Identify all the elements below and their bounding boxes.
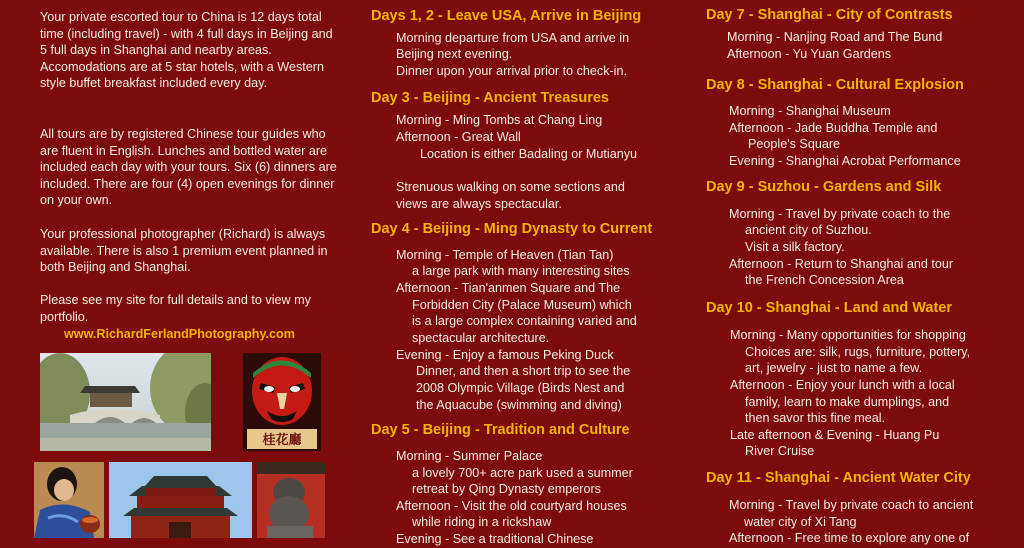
- website-link[interactable]: www.RichardFerlandPhotography.com: [64, 327, 295, 341]
- mask-sign-text: 桂花廳: [262, 433, 302, 448]
- day-4-line: Morning - Temple of Heaven (Tian Tan): [396, 248, 614, 262]
- day-10-line: Late afternoon & Evening - Huang Pu: [730, 428, 940, 442]
- day-10-heading: Day 10 - Shanghai - Land and Water: [706, 300, 953, 316]
- day-1-2-heading: Days 1, 2 - Leave USA, Arrive in Beijing: [371, 8, 642, 24]
- day-5-line: while riding in a rickshaw: [412, 515, 552, 529]
- day-1-2-line: Dinner upon your arrival prior to check-in.: [396, 64, 627, 78]
- day-9-heading: Day 9 - Suzhou - Gardens and Silk: [706, 179, 942, 195]
- day-11-line: Morning - Travel by private coach to ancient: [729, 498, 974, 512]
- day-4-line: the Aquacube (swimming and diving): [416, 398, 622, 412]
- intro-paragraph-1: Your private escorted tour to China is 12 days total time (including travel) - with 4 full days in Beijing and 5 full days in Shanghai and nearby areas. Accomodations are at 5 star hotels, with a Western style buffet breakfast included every day.: [40, 10, 333, 91]
- day-4-heading: Day 4 - Beijing - Ming Dynasty to Current: [371, 221, 653, 237]
- day-10-line: Morning - Many opportunities for shopping: [730, 328, 966, 342]
- day-8-line: People's Square: [748, 137, 841, 151]
- itinerary-column-2: [371, 0, 691, 546]
- day-3-line: Morning - Ming Tombs at Chang Ling: [396, 113, 603, 127]
- day-3-line: Location is either Badaling or Mutianyu: [420, 147, 638, 161]
- day-1-2-line: Beijing next evening.: [396, 47, 513, 61]
- day-8-line: Afternoon - Jade Buddha Temple and: [729, 121, 938, 135]
- day-8-line: Evening - Shanghai Acrobat Performance: [729, 154, 961, 168]
- day-3-line: Strenuous walking on some sections and: [396, 180, 625, 194]
- day-7-line: Morning - Nanjing Road and The Bund: [727, 30, 943, 44]
- photo-woman-painter: [34, 462, 104, 538]
- day-9-line: the French Concession Area: [745, 273, 904, 287]
- day-9-line: ancient city of Suzhou.: [745, 223, 872, 237]
- day-4-line: Dinner, and then a short trip to see the: [416, 364, 631, 378]
- day-1-2-line: Morning departure from USA and arrive in: [396, 31, 630, 45]
- day-5-line: a lovely 700+ acre park used a summer: [412, 466, 633, 480]
- day-10-line: Afternoon - Enjoy your lunch with a local: [730, 378, 955, 392]
- day-10-line: Choices are: silk, rugs, furniture, pottery,: [745, 345, 971, 359]
- day-4-line: Evening - Enjoy a famous Peking Duck: [396, 348, 614, 362]
- day-4-line: spectacular architecture.: [412, 331, 550, 345]
- photo-drum-tower: [109, 462, 252, 538]
- day-3-line: Afternoon - Great Wall: [396, 130, 521, 144]
- day-11-line: Afternoon - Free time to explore any one of: [729, 531, 970, 545]
- day-10-line: family, learn to make dumplings, and: [745, 395, 950, 409]
- day-11-heading: Day 11 - Shanghai - Ancient Water City: [706, 470, 971, 486]
- day-4-line: 2008 Olympic Village (Birds Nest and: [416, 381, 625, 395]
- day-8-line: Morning - Shanghai Museum: [729, 104, 891, 118]
- intro-paragraph-2: All tours are by registered Chinese tour guides who are fluent in English. Lunches and bottled water are included each day with your tours. Six (6) dinners are included. There are four (4) open evenings for dinner on your own.: [40, 127, 337, 208]
- day-4-line: Forbidden City (Palace Museum) which: [412, 298, 632, 312]
- day-3-line: views are always spectacular.: [396, 197, 562, 211]
- day-7-line: Afternoon - Yu Yuan Gardens: [727, 47, 892, 61]
- day-4-line: Afternoon - Tian'anmen Square and The: [396, 281, 621, 295]
- day-5-line: retreat by Qing Dynasty emperors: [412, 482, 601, 496]
- intro-paragraph-4: Please see my site for full details and to view my portfolio.: [40, 293, 311, 324]
- day-4-line: a large park with many interesting sites: [412, 264, 630, 278]
- day-5-line: Evening - See a traditional Chinese: [396, 532, 594, 546]
- itinerary-column-3: [706, 0, 1024, 545]
- day-10-line: then savor this fine meal.: [745, 411, 886, 425]
- intro-paragraph-3: Your professional photographer (Richard) is always available. There is also 1 premium event planned in both Beijing and Shanghai.: [40, 227, 328, 275]
- day-10-line: art, jewelry - just to name a few.: [745, 361, 923, 375]
- day-9-line: Visit a silk factory.: [745, 240, 845, 254]
- day-9-line: Afternoon - Return to Shanghai and tour: [729, 257, 954, 271]
- day-5-line: Afternoon - Visit the old courtyard houses: [396, 499, 627, 513]
- day-7-heading: Day 7 - Shanghai - City of Contrasts: [706, 7, 953, 23]
- day-4-line: is a large complex containing varied and: [412, 314, 637, 328]
- photo-opera-mask: [243, 353, 321, 451]
- day-10-line: River Cruise: [745, 444, 815, 458]
- day-3-heading: Day 3 - Beijing - Ancient Treasures: [371, 90, 609, 106]
- day-5-heading: Day 5 - Beijing - Tradition and Culture: [371, 422, 630, 438]
- day-8-heading: Day 8 - Shanghai - Cultural Explosion: [706, 77, 964, 93]
- photo-lion-statue: [257, 462, 325, 538]
- day-5-line: Morning - Summer Palace: [396, 449, 543, 463]
- photo-bridge-pavilion: [40, 353, 211, 451]
- day-11-line: water city of Xi Tang: [744, 515, 857, 529]
- day-9-line: Morning - Travel by private coach to the: [729, 207, 951, 221]
